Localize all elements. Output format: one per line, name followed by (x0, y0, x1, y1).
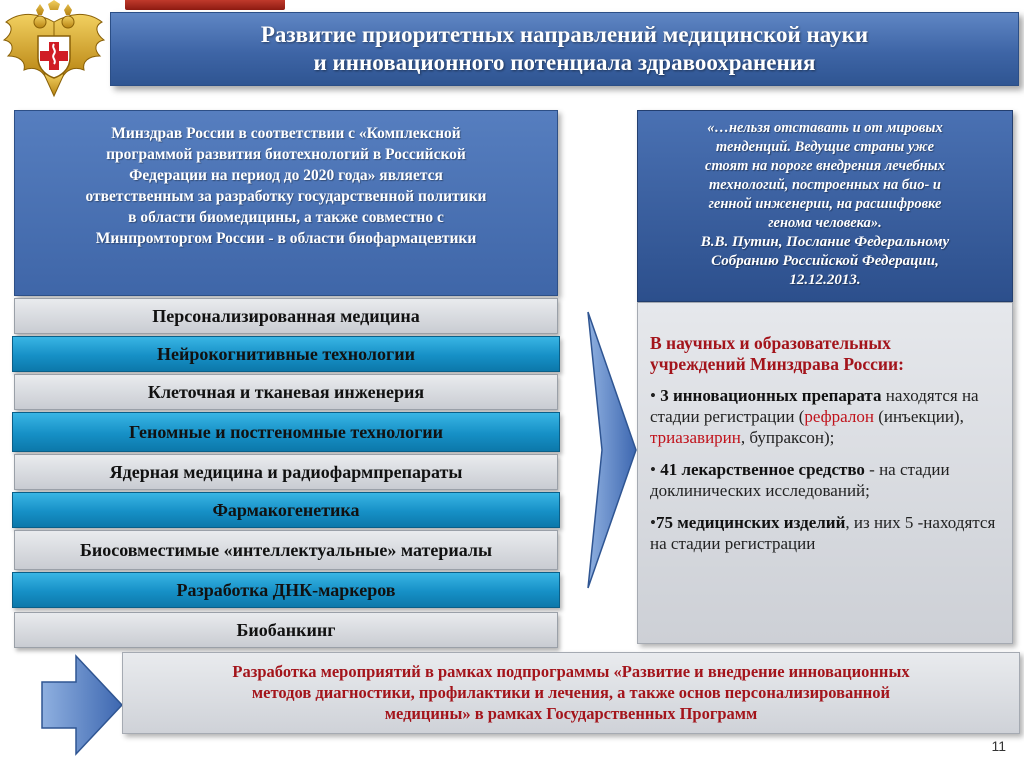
direction-item: Геномные и постгеномные технологии (12, 412, 560, 452)
results-item (650, 459, 998, 501)
page-number: 11 (991, 738, 1006, 754)
results-item (650, 385, 998, 448)
quote-author-line: 12.12.2013. (789, 272, 861, 288)
drug-name-highlight: триазавирин (650, 428, 741, 447)
direction-item: Биосовместимые «интеллектуальные» материалы (14, 530, 558, 570)
intro-line: программой развития биотехнологий в Российской (106, 146, 466, 163)
direction-item: Биобанкинг (14, 612, 558, 648)
intro-line: ответственным за разработку государственной политики (85, 188, 487, 205)
note-line: методов диагностики, профилактики и лечения, а также основ персонализированной (251, 683, 891, 702)
drug-name-highlight: рефралон (804, 407, 874, 426)
quote-line: технологий, построенных на био- и (709, 177, 941, 193)
quote-box (637, 110, 1013, 302)
page-title (110, 12, 1019, 86)
intro-line: Минпромторгом России - в области биофармацевтики (95, 230, 477, 247)
intro-line: Минздрав России в соответствии с «Комплексной (111, 125, 461, 142)
intro-line: в области биомедицины, а также совместно с (128, 209, 444, 226)
direction-item: Персонализированная медицина (14, 298, 558, 334)
bullet: • (650, 460, 661, 479)
results-box (637, 302, 1013, 644)
quote-author-line: Собранию Российской Федерации, (711, 253, 939, 269)
quote-line: генной инженерии, на расшифровке (708, 196, 942, 212)
results-item-text: - на стадии доклинических исследований; (650, 460, 950, 500)
results-item-text: находятся на стадии регистрации (650, 386, 979, 426)
results-item-text: , из них 5 -находятся на стадии регистрации (650, 513, 996, 553)
bottom-note (122, 652, 1020, 734)
direction-item: Разработка ДНК-маркеров (12, 572, 560, 608)
results-heading-line: учреждений Минздрава России: (650, 354, 904, 374)
intro-box (14, 110, 558, 296)
results-item (650, 512, 998, 554)
chevron-right-icon (570, 300, 640, 600)
quote-line: тенденций. Ведущие страны уже (715, 139, 935, 155)
decorative-red-strip (125, 0, 285, 10)
quote-line: стоят на пороге внедрения лечебных (705, 158, 945, 174)
direction-item: Ядерная медицина и радиофармпрепараты (14, 454, 558, 490)
direction-item: Клеточная и тканевая инженерия (14, 374, 558, 410)
results-item-bold: 75 медицинских изделий (655, 513, 846, 532)
intro-line: Федерации на период до 2020 года» является (129, 167, 443, 184)
bullet: • (650, 513, 656, 532)
note-line: медицины» в рамках Государственных Программ (384, 704, 758, 723)
direction-item: Нейрокогнитивные технологии (12, 336, 560, 372)
title-line-2: и инновационного потенциала здравоохранения (313, 50, 816, 75)
results-item-text: ( (798, 407, 805, 426)
arrow-right-icon (40, 652, 124, 758)
results-heading (650, 333, 998, 375)
results-item-bold: 41 лекарственное средство (660, 460, 865, 479)
quote-author-line: В.В. Путин, Послание Федеральному (700, 234, 950, 250)
bullet: • (650, 386, 661, 405)
note-line: Разработка мероприятий в рамках подпрограммы «Развитие и внедрение инновационных (232, 662, 910, 681)
title-line-1: Развитие приоритетных направлений медицинской науки (260, 22, 869, 47)
results-item-bold: 3 инновационных препарата (660, 386, 882, 405)
quote-line: генома человека». (768, 215, 882, 231)
results-item-text: , бупраксон); (740, 428, 835, 447)
results-item-text: (инъекции), (873, 407, 964, 426)
quote-line: «…нельзя отставать и от мировых (707, 120, 943, 136)
double-headed-eagle-emblem-icon (0, 0, 108, 100)
direction-item: Фармакогенетика (12, 492, 560, 528)
results-heading-line: В научных и образовательных (650, 333, 891, 353)
